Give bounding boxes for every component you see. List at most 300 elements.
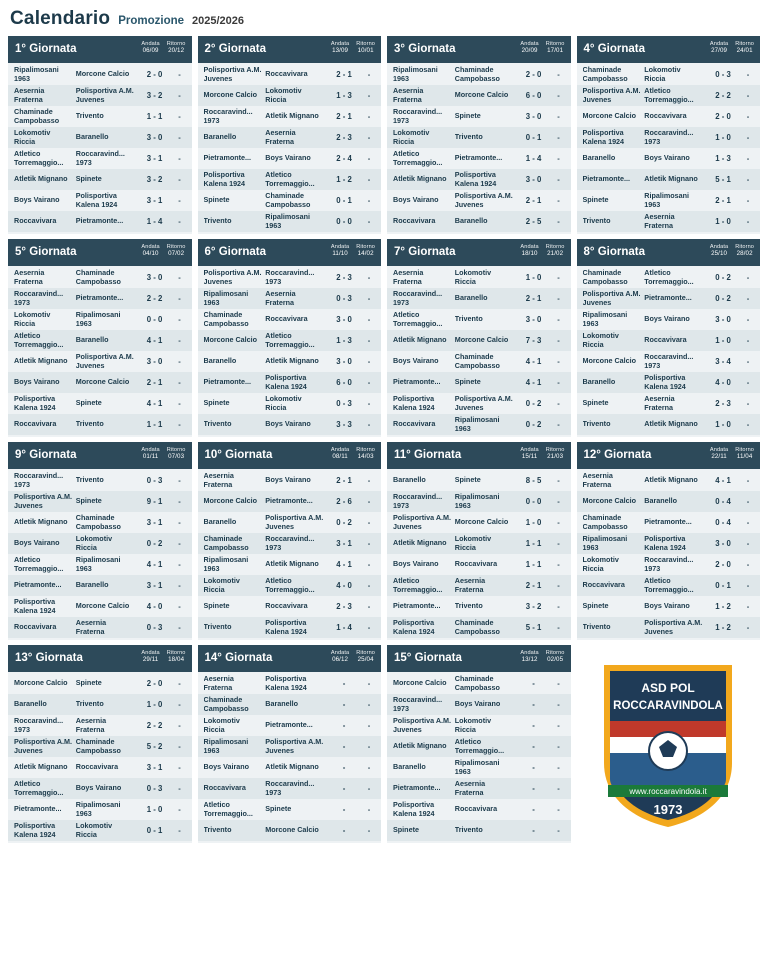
home-team: Lokomotiv Riccia [393,129,430,146]
away-team: Atletico Torremaggio... [265,171,315,188]
match-row[interactable] [8,372,192,393]
match-row[interactable] [387,512,571,533]
away-team: Polisportiva Kalena 1924 [265,619,307,636]
home-team: Polisportiva Kalena 1924 [582,129,625,146]
match-row[interactable] [577,596,761,617]
away-team: Lokomotiv Riccia [454,535,492,552]
match-score-ritorno: - [178,560,181,569]
match-row[interactable] [387,715,571,736]
date-andata [331,447,349,465]
away-team: Trivento [75,700,104,709]
match-row[interactable] [8,211,192,232]
date-ritorno [356,244,375,262]
match-row[interactable] [577,190,761,211]
match-row[interactable] [387,169,571,190]
away-team: Chaminade Campobasso [265,192,311,209]
date-label: Andata [520,447,539,453]
match-row[interactable] [198,736,382,757]
svg-text:ROCCARAVINDOLA: ROCCARAVINDOLA [613,700,724,712]
match-score-andata: - [532,805,535,814]
match-row[interactable] [387,127,571,148]
match-row[interactable] [577,512,761,533]
match-row[interactable] [8,309,192,330]
round-title: 9° Giornata [15,449,77,462]
match-row[interactable] [198,190,382,211]
match-row[interactable] [198,64,382,85]
match-row[interactable] [577,288,761,309]
match-row[interactable] [8,820,192,841]
home-team: Roccavivara [393,420,436,429]
match-score-andata: 2 - 5 [525,217,542,226]
match-row[interactable] [577,85,761,106]
match-row[interactable] [198,778,382,799]
match-score-ritorno: - [367,399,371,408]
match-row[interactable] [387,673,571,694]
match-row[interactable] [8,491,192,512]
match-row[interactable] [198,372,382,393]
match-row[interactable] [198,330,382,351]
match-row[interactable] [198,288,382,309]
round-dates [520,447,564,465]
match-row[interactable] [577,575,761,596]
match-score-ritorno: - [367,70,371,79]
match-row[interactable] [387,554,571,575]
away-team: Trivento [454,826,483,835]
match-row[interactable] [577,617,761,638]
match-row[interactable] [387,575,571,596]
match-score-andata: 1 - 3 [336,336,352,345]
away-team: Roccaravind... 1973 [644,353,694,370]
home-team: Polisportiva A.M. Juvenes [582,87,641,104]
match-row[interactable] [577,393,761,414]
home-team: Lokomotiv Riccia [582,556,619,573]
match-score-andata: 1 - 2 [715,623,731,632]
match-score-ritorno: - [557,742,560,751]
round-header [198,442,382,469]
match-row[interactable] [577,148,761,169]
away-team: Morcone Calcio [75,378,130,387]
match-row[interactable] [577,414,761,435]
date-label: Andata [330,244,350,250]
away-team: Atletico Torremaggio... [265,577,315,594]
home-team: Trivento [203,217,232,226]
match-score-ritorno: - [178,700,181,709]
match-row[interactable] [387,491,571,512]
date-label: Andata [141,244,160,250]
match-row[interactable] [387,309,571,330]
match-row[interactable] [577,127,761,148]
match-score-ritorno: - [367,497,371,506]
match-row[interactable] [198,617,382,638]
match-score-ritorno: - [178,826,181,835]
match-row[interactable] [198,351,382,372]
away-team: Atletico Torremaggio... [644,87,694,104]
match-row[interactable] [577,470,761,491]
home-team: Pietramonte... [14,581,62,590]
match-row[interactable] [8,127,192,148]
match-row[interactable] [387,85,571,106]
away-team: Aesernia Fraterna [75,619,107,636]
match-score-ritorno: - [557,784,560,793]
home-team: Ripalimosani 1963 [203,738,249,755]
date-label: Andata [709,447,729,453]
match-row[interactable] [8,778,192,799]
home-team: Aesernia Fraterna [14,269,45,286]
away-team: Atletik Mignano [265,357,319,366]
home-team: Baranello [393,476,426,485]
home-team: Atletico Torremaggio... [14,332,64,349]
match-row[interactable] [198,267,382,288]
match-row[interactable] [198,820,382,841]
match-row[interactable] [387,288,571,309]
match-list [8,469,192,640]
match-row[interactable] [387,351,571,372]
away-team: Trivento [454,133,483,142]
match-score-ritorno: - [367,518,371,527]
match-row[interactable] [198,491,382,512]
page-title: Calendario [10,8,111,29]
away-team: Lokomotiv Riccia [265,87,302,104]
date-value: 25/10 [711,250,728,258]
home-team: Aesernia Fraterna [14,87,45,104]
match-row[interactable] [387,799,571,820]
home-team: Chaminade Campobasso [582,514,628,531]
match-score-andata: - [532,763,535,772]
round-card [8,239,192,437]
match-row[interactable] [8,575,192,596]
match-row[interactable] [8,799,192,820]
away-team: Ripalimosani 1963 [454,759,500,776]
round-card [387,442,571,640]
match-row[interactable] [198,757,382,778]
match-row[interactable] [577,309,761,330]
date-andata [141,447,159,465]
match-score-andata: - [342,742,346,751]
match-row[interactable] [8,470,192,491]
home-team: Roccavivara [203,784,246,793]
match-score-andata: 0 - 1 [146,826,163,835]
round-title: 10° Giornata [204,449,273,462]
match-row[interactable] [8,673,192,694]
match-row[interactable] [387,617,571,638]
round-header [198,645,382,672]
match-row[interactable] [387,106,571,127]
home-team: Boys Vairano [393,560,439,569]
round-dates [331,244,375,262]
away-team: Pietramonte... [644,294,692,303]
home-team: Morcone Calcio [582,357,637,366]
match-score-ritorno: - [367,154,371,163]
match-row[interactable] [387,694,571,715]
match-row[interactable] [387,148,571,169]
match-score-andata: 0 - 1 [525,133,542,142]
home-team: Boys Vairano [14,539,60,548]
match-row[interactable] [198,309,382,330]
away-team: Pietramonte... [265,721,313,730]
home-team: Lokomotiv Riccia [203,717,240,734]
match-row[interactable] [387,414,571,435]
match-row[interactable] [577,372,761,393]
away-team: Spinete [265,805,292,814]
match-row[interactable] [198,799,382,820]
date-label: Andata [141,447,160,453]
date-andata [520,650,538,668]
match-list [577,266,761,437]
match-row[interactable] [8,533,192,554]
match-score-andata: 1 - 0 [715,336,731,345]
match-score-ritorno: - [367,315,371,324]
date-value: 01/11 [142,453,159,461]
away-team: Ripalimosani 1963 [75,556,121,573]
match-score-andata: 0 - 3 [146,784,163,793]
home-team: Spinete [582,602,609,611]
match-row[interactable] [387,190,571,211]
match-score-andata: 0 - 2 [715,273,731,282]
match-row[interactable] [387,757,571,778]
round-card [8,645,192,843]
home-team: Roccaravind... 1973 [14,290,64,307]
match-row[interactable] [387,533,571,554]
match-row[interactable] [577,267,761,288]
match-row[interactable] [8,169,192,190]
match-score-ritorno: - [746,378,750,387]
match-score-ritorno: - [367,175,371,184]
match-row[interactable] [198,715,382,736]
round-dates [141,650,185,668]
match-row[interactable] [198,470,382,491]
round-header [198,36,382,63]
away-team: Polisportiva A.M. Juvenes [75,353,134,370]
date-label: Andata [520,244,539,250]
round-header [8,36,192,63]
match-row[interactable] [198,575,382,596]
away-team: Spinete [75,399,102,408]
page-season: 2025/2026 [192,15,245,27]
match-row[interactable] [8,288,192,309]
match-row[interactable] [577,554,761,575]
match-row[interactable] [387,736,571,757]
match-score-andata: - [342,784,346,793]
away-team: Lokomotiv Riccia [75,535,113,552]
match-row[interactable] [198,106,382,127]
match-row[interactable] [387,372,571,393]
round-title: 4° Giornata [583,43,645,56]
svg-text:ASD POL: ASD POL [641,681,695,695]
match-row[interactable] [8,736,192,757]
match-row[interactable] [8,512,192,533]
match-score-ritorno: - [367,336,371,345]
match-row[interactable] [8,351,192,372]
round-card [8,442,192,640]
home-team: Polisportiva A.M. Juvenes [393,514,452,531]
match-row[interactable] [577,491,761,512]
date-andata [710,41,728,59]
round-header [387,36,571,63]
match-row[interactable] [8,85,192,106]
home-team: Chaminade Campobasso [582,269,628,286]
date-andata [331,41,349,59]
match-score-ritorno: - [557,805,560,814]
home-team: Morcone Calcio [582,112,637,121]
match-row[interactable] [577,106,761,127]
match-score-ritorno: - [178,378,181,387]
match-list [577,469,761,640]
round-title: 13° Giornata [15,652,83,665]
home-team: Roccaravind... 1973 [393,493,443,510]
match-row[interactable] [198,694,382,715]
match-row[interactable] [577,351,761,372]
match-row[interactable] [8,148,192,169]
match-row[interactable] [577,64,761,85]
match-score-ritorno: - [178,784,181,793]
home-team: Roccaravind... 1973 [203,108,253,125]
home-team: Atletik Mignano [14,763,68,772]
away-team: Atletik Mignano [644,420,698,429]
date-ritorno [356,447,375,465]
match-row[interactable] [198,393,382,414]
away-team: Boys Vairano [265,476,311,485]
home-team: Atletik Mignano [393,539,447,548]
match-score-andata: 1 - 1 [146,112,163,121]
home-team: Roccaravind... 1973 [14,472,64,489]
match-score-andata: 8 - 5 [525,476,542,485]
match-row[interactable] [387,393,571,414]
match-row[interactable] [8,554,192,575]
home-team: Morcone Calcio [14,679,68,688]
match-score-ritorno: - [557,560,560,569]
away-team: Polisportiva Kalena 1924 [644,374,686,391]
date-value: 07/03 [168,453,185,461]
match-row[interactable] [577,533,761,554]
match-score-ritorno: - [178,763,181,772]
match-row[interactable] [8,596,192,617]
match-row[interactable] [8,715,192,736]
match-row[interactable] [198,673,382,694]
match-score-andata: - [532,742,535,751]
match-row[interactable] [387,820,571,841]
away-team: Roccaravind... 1973 [265,780,315,797]
match-row[interactable] [198,554,382,575]
home-team: Pietramonte... [203,154,252,163]
match-score-andata: 0 - 3 [146,476,163,485]
match-row[interactable] [577,169,761,190]
match-score-andata: 4 - 1 [146,399,163,408]
match-score-andata: 0 - 3 [336,399,352,408]
match-score-andata: 3 - 2 [146,175,163,184]
match-score-ritorno: - [367,133,371,142]
home-team: Atletico Torremaggio... [203,801,253,818]
home-team: Chaminade Campobasso [582,66,628,83]
match-row[interactable] [387,330,571,351]
match-score-ritorno: - [557,133,560,142]
match-row[interactable] [8,267,192,288]
home-team: Roccaravind... 1973 [393,696,443,713]
away-team: Polisportiva Kalena 1924 [644,535,686,552]
match-score-ritorno: - [557,679,560,688]
match-row[interactable] [198,211,382,232]
date-label: Andata [520,41,539,47]
match-score-andata: 3 - 0 [146,133,163,142]
away-team: Pietramonte... [454,154,503,163]
match-row[interactable] [198,169,382,190]
date-value: 11/04 [736,453,753,461]
away-team: Atletico Torremaggio... [644,269,694,286]
date-ritorno [167,41,186,59]
match-row[interactable] [198,414,382,435]
match-row[interactable] [577,330,761,351]
home-team: Spinete [203,196,230,205]
match-row[interactable] [8,414,192,435]
away-team: Aesernia Fraterna [75,717,107,734]
home-team: Trivento [582,217,611,226]
date-value: 06/09 [142,47,159,55]
away-team: Spinete [454,476,481,485]
match-row[interactable] [198,85,382,106]
match-list [387,266,571,437]
match-score-ritorno: - [557,602,560,611]
match-row[interactable] [8,64,192,85]
match-row[interactable] [198,596,382,617]
home-team: Morcone Calcio [203,497,258,506]
match-row[interactable] [387,211,571,232]
match-row[interactable] [198,512,382,533]
match-row[interactable] [8,393,192,414]
away-team: Polisportiva A.M. Juvenes [265,738,324,755]
match-row[interactable] [198,148,382,169]
match-row[interactable] [198,533,382,554]
match-row[interactable] [387,778,571,799]
match-score-ritorno: - [178,602,181,611]
match-row[interactable] [198,127,382,148]
home-team: Baranello [582,378,616,387]
match-score-andata: 4 - 0 [146,602,163,611]
away-team: Roccavivara [454,805,498,814]
match-row[interactable] [387,470,571,491]
home-team: Roccaravind... 1973 [393,108,443,125]
date-value: 10/01 [357,47,374,55]
home-team: Atletico Torremaggio... [393,311,443,328]
match-score-ritorno: - [178,679,181,688]
date-label: Ritorno [545,447,565,453]
away-team: Polisportiva A.M. Juvenes [265,514,324,531]
match-row[interactable] [8,106,192,127]
away-team: Polisportiva Kalena 1924 [75,192,118,209]
match-score-ritorno: - [178,154,181,163]
date-andata [710,447,728,465]
round-dates [520,41,564,59]
away-team: Spinete [75,679,102,688]
match-row[interactable] [8,330,192,351]
match-row[interactable] [8,694,192,715]
match-row[interactable] [577,211,761,232]
match-score-ritorno: - [557,700,560,709]
match-row[interactable] [387,64,571,85]
match-row[interactable] [387,596,571,617]
date-label: Andata [330,41,350,47]
match-row[interactable] [387,267,571,288]
match-score-andata: - [532,826,535,835]
match-row[interactable] [8,617,192,638]
date-ritorno [167,244,186,262]
match-score-andata: 1 - 0 [146,700,163,709]
home-team: Atletico Torremaggio... [14,780,64,797]
away-team: Roccaravind... 1973 [265,269,315,286]
last-rounds-row [8,645,760,843]
round-dates [331,41,375,59]
match-row[interactable] [8,757,192,778]
match-row[interactable] [8,190,192,211]
round-dates [710,41,754,59]
